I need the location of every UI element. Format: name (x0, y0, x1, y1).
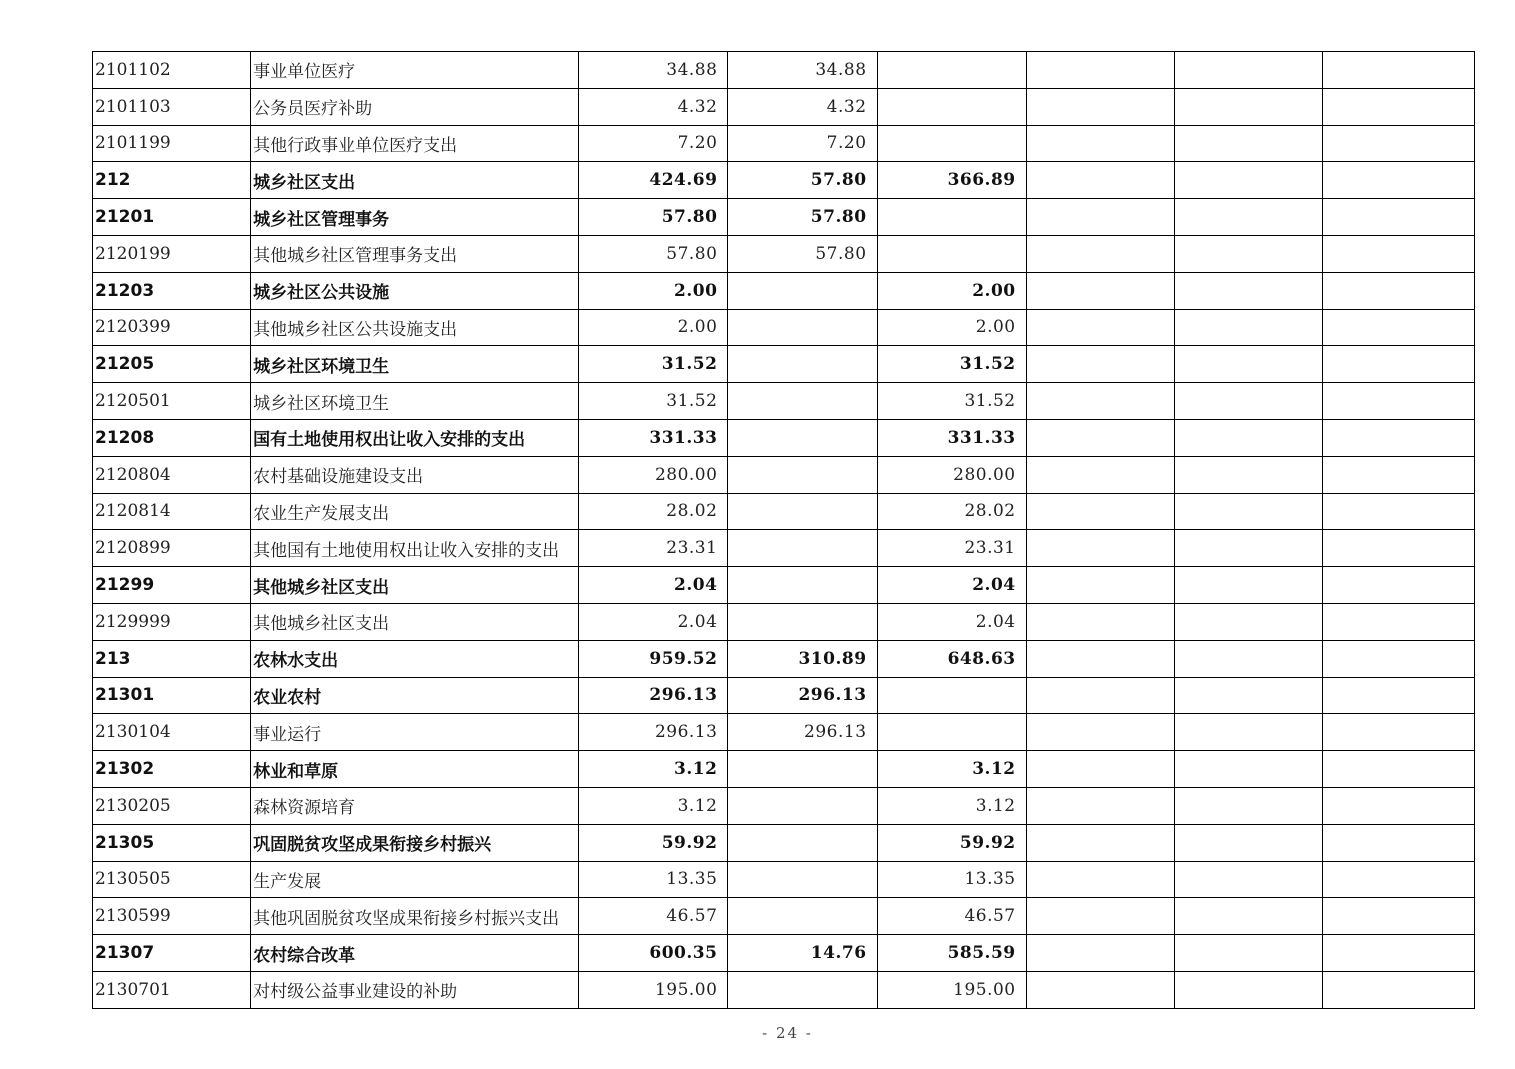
empty-cell (1026, 383, 1174, 420)
empty-cell (1026, 309, 1174, 346)
total-amount-cell: 4.32 (579, 88, 728, 125)
subject-code-cell: 2120501 (93, 383, 251, 420)
basic-expenditure-cell (728, 346, 877, 383)
total-amount-cell: 46.57 (579, 898, 728, 935)
project-expenditure-cell (877, 677, 1026, 714)
empty-cell (1026, 971, 1174, 1008)
subject-code-cell: 2101103 (93, 88, 251, 125)
subject-name-cell: 森林资源培育 (251, 787, 579, 824)
subject-name-cell: 农村综合改革 (251, 935, 579, 972)
project-expenditure-cell: 23.31 (877, 530, 1026, 567)
basic-expenditure-cell (728, 309, 877, 346)
basic-expenditure-cell (728, 751, 877, 788)
empty-cell (1174, 346, 1322, 383)
basic-expenditure-cell: 14.76 (728, 935, 877, 972)
empty-cell (1026, 677, 1174, 714)
empty-cell (1174, 751, 1322, 788)
empty-cell (1026, 235, 1174, 272)
total-amount-cell: 7.20 (579, 125, 728, 162)
subject-name-cell: 城乡社区环境卫生 (251, 383, 579, 420)
empty-cell (1322, 493, 1474, 530)
empty-cell (1322, 824, 1474, 861)
table-row-category (93, 272, 1475, 309)
empty-cell (1174, 714, 1322, 751)
empty-cell (1026, 88, 1174, 125)
empty-cell (1322, 751, 1474, 788)
project-expenditure-cell: 3.12 (877, 751, 1026, 788)
table-row (93, 383, 1475, 420)
subject-code-cell: 21302 (93, 751, 251, 788)
empty-cell (1174, 235, 1322, 272)
empty-cell (1322, 383, 1474, 420)
table-row-category (93, 419, 1475, 456)
total-amount-cell: 3.12 (579, 787, 728, 824)
basic-expenditure-cell: 4.32 (728, 88, 877, 125)
empty-cell (1026, 640, 1174, 677)
table-row (93, 971, 1475, 1008)
empty-cell (1322, 88, 1474, 125)
total-amount-cell: 424.69 (579, 162, 728, 199)
empty-cell (1322, 309, 1474, 346)
empty-cell (1322, 125, 1474, 162)
subject-name-cell: 农林水支出 (251, 640, 579, 677)
table-row-category (93, 824, 1475, 861)
subject-name-cell: 农村基础设施建设支出 (251, 456, 579, 493)
project-expenditure-cell (877, 52, 1026, 89)
empty-cell (1026, 199, 1174, 236)
empty-cell (1322, 235, 1474, 272)
empty-cell (1174, 88, 1322, 125)
empty-cell (1174, 162, 1322, 199)
project-expenditure-cell: 2.00 (877, 272, 1026, 309)
empty-cell (1322, 787, 1474, 824)
empty-cell (1026, 346, 1174, 383)
empty-cell (1322, 456, 1474, 493)
project-expenditure-cell: 31.52 (877, 383, 1026, 420)
subject-name-cell: 事业单位医疗 (251, 52, 579, 89)
project-expenditure-cell (877, 235, 1026, 272)
empty-cell (1174, 493, 1322, 530)
subject-code-cell: 21201 (93, 199, 251, 236)
project-expenditure-cell (877, 88, 1026, 125)
subject-code-cell: 2130104 (93, 714, 251, 751)
empty-cell (1026, 603, 1174, 640)
subject-name-cell: 城乡社区环境卫生 (251, 346, 579, 383)
empty-cell (1174, 677, 1322, 714)
total-amount-cell: 59.92 (579, 824, 728, 861)
empty-cell (1026, 125, 1174, 162)
project-expenditure-cell: 2.04 (877, 567, 1026, 604)
table-row-category (93, 162, 1475, 199)
project-expenditure-cell: 331.33 (877, 419, 1026, 456)
subject-name-cell: 其他城乡社区支出 (251, 567, 579, 604)
total-amount-cell: 2.04 (579, 567, 728, 604)
project-expenditure-cell (877, 125, 1026, 162)
subject-code-cell: 2120199 (93, 235, 251, 272)
total-amount-cell: 57.80 (579, 199, 728, 236)
subject-name-cell: 其他国有土地使用权出让收入安排的支出 (251, 530, 579, 567)
empty-cell (1174, 52, 1322, 89)
empty-cell (1174, 199, 1322, 236)
table-row (93, 456, 1475, 493)
empty-cell (1174, 640, 1322, 677)
table-row-category (93, 346, 1475, 383)
table-row (93, 603, 1475, 640)
total-amount-cell: 31.52 (579, 383, 728, 420)
project-expenditure-cell: 195.00 (877, 971, 1026, 1008)
total-amount-cell: 28.02 (579, 493, 728, 530)
table-row-category (93, 567, 1475, 604)
empty-cell (1322, 898, 1474, 935)
table-row-category (93, 751, 1475, 788)
empty-cell (1174, 125, 1322, 162)
project-expenditure-cell: 59.92 (877, 824, 1026, 861)
subject-name-cell: 其他城乡社区支出 (251, 603, 579, 640)
table-row (93, 235, 1475, 272)
page-number: - 24 - (762, 1024, 813, 1042)
total-amount-cell: 2.04 (579, 603, 728, 640)
subject-code-cell: 2101199 (93, 125, 251, 162)
table-row (93, 52, 1475, 89)
subject-name-cell: 巩固脱贫攻坚成果衔接乡村振兴 (251, 824, 579, 861)
project-expenditure-cell: 3.12 (877, 787, 1026, 824)
project-expenditure-cell: 31.52 (877, 346, 1026, 383)
project-expenditure-cell: 2.04 (877, 603, 1026, 640)
subject-code-cell: 21205 (93, 346, 251, 383)
basic-expenditure-cell: 310.89 (728, 640, 877, 677)
empty-cell (1322, 272, 1474, 309)
subject-code-cell: 2101102 (93, 52, 251, 89)
total-amount-cell: 959.52 (579, 640, 728, 677)
basic-expenditure-cell (728, 861, 877, 898)
basic-expenditure-cell: 34.88 (728, 52, 877, 89)
subject-name-cell: 林业和草原 (251, 751, 579, 788)
table-row (93, 309, 1475, 346)
empty-cell (1026, 567, 1174, 604)
table-row-category (93, 199, 1475, 236)
empty-cell (1026, 751, 1174, 788)
basic-expenditure-cell (728, 383, 877, 420)
subject-code-cell: 21203 (93, 272, 251, 309)
total-amount-cell: 296.13 (579, 714, 728, 751)
empty-cell (1174, 603, 1322, 640)
empty-cell (1174, 898, 1322, 935)
subject-code-cell: 213 (93, 640, 251, 677)
subject-code-cell: 2130505 (93, 861, 251, 898)
subject-name-cell: 事业运行 (251, 714, 579, 751)
empty-cell (1026, 52, 1174, 89)
project-expenditure-cell: 366.89 (877, 162, 1026, 199)
subject-name-cell: 城乡社区管理事务 (251, 199, 579, 236)
basic-expenditure-cell (728, 272, 877, 309)
total-amount-cell: 13.35 (579, 861, 728, 898)
basic-expenditure-cell (728, 456, 877, 493)
subject-code-cell: 2120804 (93, 456, 251, 493)
subject-code-cell: 2120399 (93, 309, 251, 346)
project-expenditure-cell (877, 714, 1026, 751)
basic-expenditure-cell (728, 567, 877, 604)
empty-cell (1322, 419, 1474, 456)
total-amount-cell: 2.00 (579, 272, 728, 309)
subject-name-cell: 其他城乡社区管理事务支出 (251, 235, 579, 272)
empty-cell (1174, 935, 1322, 972)
subject-code-cell: 21208 (93, 419, 251, 456)
subject-name-cell: 农业农村 (251, 677, 579, 714)
subject-name-cell: 公务员医疗补助 (251, 88, 579, 125)
empty-cell (1174, 971, 1322, 1008)
basic-expenditure-cell: 296.13 (728, 714, 877, 751)
project-expenditure-cell: 13.35 (877, 861, 1026, 898)
subject-name-cell: 城乡社区公共设施 (251, 272, 579, 309)
subject-code-cell: 2129999 (93, 603, 251, 640)
subject-code-cell: 2130701 (93, 971, 251, 1008)
empty-cell (1026, 787, 1174, 824)
empty-cell (1322, 935, 1474, 972)
subject-code-cell: 21305 (93, 824, 251, 861)
subject-code-cell: 2120814 (93, 493, 251, 530)
total-amount-cell: 57.80 (579, 235, 728, 272)
table-row (93, 898, 1475, 935)
empty-cell (1174, 456, 1322, 493)
table-row (93, 88, 1475, 125)
budget-expenditure-table (92, 51, 1475, 1009)
empty-cell (1322, 52, 1474, 89)
budget-table-container (92, 51, 1475, 1009)
project-expenditure-cell: 280.00 (877, 456, 1026, 493)
empty-cell (1174, 272, 1322, 309)
empty-cell (1026, 272, 1174, 309)
subject-code-cell: 2130599 (93, 898, 251, 935)
total-amount-cell: 23.31 (579, 530, 728, 567)
basic-expenditure-cell (728, 971, 877, 1008)
empty-cell (1026, 456, 1174, 493)
table-row-category (93, 935, 1475, 972)
empty-cell (1174, 383, 1322, 420)
empty-cell (1026, 419, 1174, 456)
empty-cell (1026, 714, 1174, 751)
table-row-category (93, 640, 1475, 677)
empty-cell (1174, 530, 1322, 567)
basic-expenditure-cell: 57.80 (728, 235, 877, 272)
subject-name-cell: 其他城乡社区公共设施支出 (251, 309, 579, 346)
subject-name-cell: 国有土地使用权出让收入安排的支出 (251, 419, 579, 456)
basic-expenditure-cell (728, 493, 877, 530)
subject-code-cell: 21307 (93, 935, 251, 972)
total-amount-cell: 31.52 (579, 346, 728, 383)
empty-cell (1026, 530, 1174, 567)
empty-cell (1026, 935, 1174, 972)
total-amount-cell: 195.00 (579, 971, 728, 1008)
empty-cell (1026, 493, 1174, 530)
empty-cell (1322, 603, 1474, 640)
empty-cell (1322, 677, 1474, 714)
total-amount-cell: 600.35 (579, 935, 728, 972)
project-expenditure-cell (877, 199, 1026, 236)
subject-code-cell: 21299 (93, 567, 251, 604)
empty-cell (1322, 346, 1474, 383)
subject-code-cell: 212 (93, 162, 251, 199)
total-amount-cell: 3.12 (579, 751, 728, 788)
table-row-category (93, 677, 1475, 714)
empty-cell (1322, 199, 1474, 236)
subject-name-cell: 其他行政事业单位医疗支出 (251, 125, 579, 162)
project-expenditure-cell: 28.02 (877, 493, 1026, 530)
total-amount-cell: 34.88 (579, 52, 728, 89)
empty-cell (1322, 530, 1474, 567)
empty-cell (1174, 567, 1322, 604)
subject-name-cell: 城乡社区支出 (251, 162, 579, 199)
table-row (93, 493, 1475, 530)
empty-cell (1322, 971, 1474, 1008)
total-amount-cell: 331.33 (579, 419, 728, 456)
project-expenditure-cell: 46.57 (877, 898, 1026, 935)
table-row (93, 714, 1475, 751)
table-row (93, 530, 1475, 567)
subject-code-cell: 2130205 (93, 787, 251, 824)
basic-expenditure-cell (728, 787, 877, 824)
basic-expenditure-cell (728, 419, 877, 456)
subject-name-cell: 生产发展 (251, 861, 579, 898)
subject-name-cell: 对村级公益事业建设的补助 (251, 971, 579, 1008)
project-expenditure-cell: 585.59 (877, 935, 1026, 972)
subject-code-cell: 21301 (93, 677, 251, 714)
empty-cell (1026, 898, 1174, 935)
empty-cell (1174, 861, 1322, 898)
basic-expenditure-cell (728, 898, 877, 935)
table-body (93, 52, 1475, 1009)
table-row (93, 861, 1475, 898)
empty-cell (1322, 162, 1474, 199)
empty-cell (1026, 162, 1174, 199)
empty-cell (1026, 861, 1174, 898)
subject-name-cell: 农业生产发展支出 (251, 493, 579, 530)
project-expenditure-cell: 2.00 (877, 309, 1026, 346)
empty-cell (1322, 567, 1474, 604)
empty-cell (1322, 640, 1474, 677)
empty-cell (1174, 309, 1322, 346)
basic-expenditure-cell (728, 603, 877, 640)
project-expenditure-cell: 648.63 (877, 640, 1026, 677)
total-amount-cell: 296.13 (579, 677, 728, 714)
empty-cell (1174, 824, 1322, 861)
table-row (93, 125, 1475, 162)
basic-expenditure-cell (728, 530, 877, 567)
basic-expenditure-cell: 296.13 (728, 677, 877, 714)
basic-expenditure-cell: 57.80 (728, 199, 877, 236)
table-row (93, 787, 1475, 824)
empty-cell (1322, 714, 1474, 751)
basic-expenditure-cell: 57.80 (728, 162, 877, 199)
empty-cell (1026, 824, 1174, 861)
basic-expenditure-cell: 7.20 (728, 125, 877, 162)
empty-cell (1322, 861, 1474, 898)
total-amount-cell: 2.00 (579, 309, 728, 346)
subject-name-cell: 其他巩固脱贫攻坚成果衔接乡村振兴支出 (251, 898, 579, 935)
empty-cell (1174, 787, 1322, 824)
empty-cell (1174, 419, 1322, 456)
total-amount-cell: 280.00 (579, 456, 728, 493)
subject-code-cell: 2120899 (93, 530, 251, 567)
basic-expenditure-cell (728, 824, 877, 861)
